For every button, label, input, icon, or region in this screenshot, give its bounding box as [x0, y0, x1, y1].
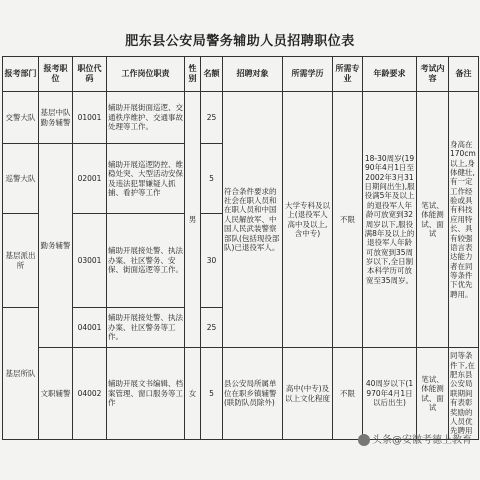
cell-gender: 女 [185, 348, 201, 440]
cell-target: 符合条件要求的社会在职人员和在职人员和中国人民解放军、中国人民武装警察部队(包括现役部队)已退役军人。 [223, 92, 283, 348]
cell-duty: 辅助开展接处警、执法办案、社区警务、安保、街面巡逻等工作。 [107, 214, 185, 308]
header-major: 所需专业 [333, 57, 363, 92]
cell-age: 40周岁以下(1970年4月1日以后出生) [363, 348, 417, 440]
cell-major: 不限 [333, 348, 363, 440]
cell-code: 02001 [73, 144, 107, 214]
account-avatar-icon [358, 434, 370, 446]
cell-quota: 25 [201, 92, 223, 144]
header-age: 年龄要求 [363, 57, 417, 92]
header-position: 报考职位 [39, 57, 73, 92]
header-dept: 报考部门 [3, 57, 39, 92]
cell-quota: 5 [201, 348, 223, 440]
header-gender: 性别 [185, 57, 201, 92]
header-notes: 备注 [449, 57, 479, 92]
page-title: 肥东县公安局警务辅助人员招聘职位表 [125, 34, 355, 49]
cell-duty: 辅助开展巡逻防控、维稳处突、大型活动安保及违法犯罪嫌疑人抓捕、看护等工作 [107, 144, 185, 214]
cell-position: 勤务辅警 [39, 144, 73, 348]
cell-position: 基层中队勤务辅警 [39, 92, 73, 144]
cell-exam: 笔试、体能测试、面试 [417, 92, 449, 348]
cell-major: 不限 [333, 92, 363, 348]
cell-notes: 同等条件下,在肥东县公安局联期间有表彰奖励的人员优先聘用 [449, 348, 479, 440]
header-education: 所需学历 [283, 57, 333, 92]
cell-gender: 男 [185, 92, 201, 348]
cell-exam: 笔试、体能测试、面试 [417, 348, 449, 440]
cell-dept: 交警大队 [3, 92, 39, 144]
header-duty: 工作岗位职责 [107, 57, 185, 92]
cell-target: 县公安局所属单位在职乡镇辅警(联防队员除外) [223, 348, 283, 440]
cell-duty: 辅助开展接处警、执法办案、社区警务等工作。 [107, 308, 185, 348]
header-target: 招聘对象 [223, 57, 283, 92]
cell-notes: 身高在170cm以上,身体健壮,有一定工作经验或具有科技应用特长、具有较强语言表达能力者在同等条件下优先聘用。 [449, 92, 479, 348]
cell-education: 高中(中专)及以上文化程度 [283, 348, 333, 440]
cell-quota: 30 [201, 214, 223, 308]
cell-code: 03001 [73, 214, 107, 308]
header-row [3, 57, 479, 92]
cell-duty: 辅助开展文书编辑、档案管理、窗口服务等工作 [107, 348, 185, 440]
cell-dept: 巡警大队 [3, 144, 39, 214]
cell-duty: 辅助开展街面巡逻、交通秩序维护、交通事故处理等工作。 [107, 92, 185, 144]
header-exam: 考试内容 [417, 57, 449, 92]
table-row [3, 348, 479, 440]
header-code: 职位代码 [73, 57, 107, 92]
cell-quota: 5 [201, 144, 223, 214]
cell-quota: 25 [201, 308, 223, 348]
header-quota: 名额 [201, 57, 223, 92]
cell-code: 01001 [73, 92, 107, 144]
cell-code: 04002 [73, 348, 107, 440]
watermark [358, 431, 472, 446]
watermark-text: 头条@安徽考德上教育 [372, 435, 472, 446]
table-row [3, 92, 479, 144]
cell-dept: 基层所队 [3, 308, 39, 440]
cell-age: 18-30周岁(1990年4月1日至2002年3月31日期间出生),服役满5年及以上的退役军人年龄可放宽到32周岁以下,服役满8年及以上的退役军人年龄可放宽到35周岁以下,全日制本科学历可放宽至35周岁。 [363, 92, 417, 348]
cell-dept: 基层派出所 [3, 214, 39, 308]
cell-education: 大学专科及以上(退役军人高中及以上,含中专) [283, 92, 333, 348]
recruitment-table [2, 56, 479, 440]
cell-code: 04001 [73, 308, 107, 348]
cell-position: 文职辅警 [39, 348, 73, 440]
